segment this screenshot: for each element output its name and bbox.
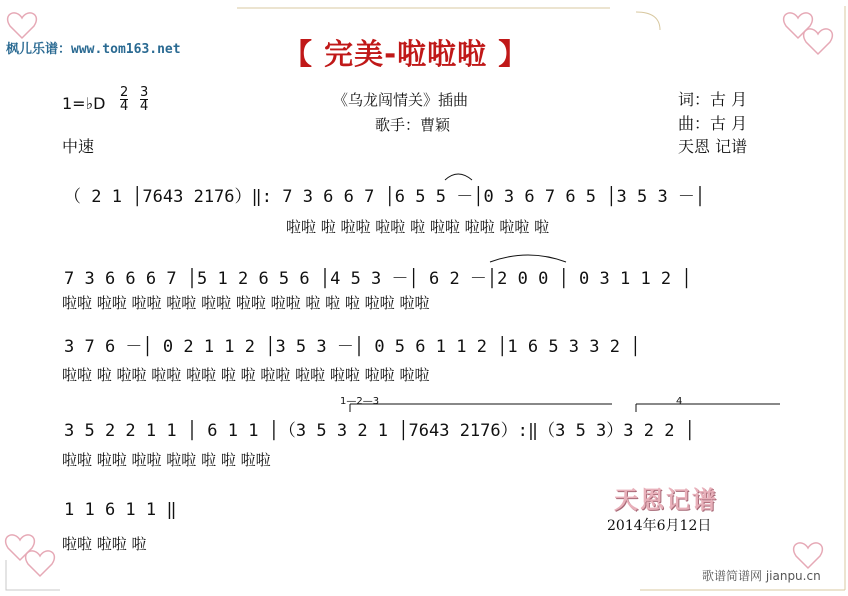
key-signature: 1=♭D xyxy=(62,94,106,113)
lyrics-row-2: 啦啦 啦啦 啦啦 啦啦 啦啦 啦啦 啦啦 啦 啦 啦 啦啦 啦啦 xyxy=(62,294,430,312)
notation-row-5: 1 1 6 1 1 ‖ xyxy=(64,500,177,520)
volta-bracket-1: 1—2—3 xyxy=(340,396,380,407)
time-signature-2: 3 4 xyxy=(140,85,149,114)
lyrics-row-5: 啦啦 啦啦 啦 xyxy=(62,535,147,553)
slur-mark xyxy=(490,255,566,262)
lyrics-row-1: 啦啦 啦 啦啦 啦啦 啦 啦啦 啦啦 啦啦 啦 xyxy=(286,218,550,236)
notation-row-3: 3 7 6 －│ 0 2 1 1 2 │3 5 3 －│ 0 5 6 1 1 2 │1 6 5 3 3 2 │ xyxy=(64,337,641,357)
transcriber-credit: 天恩 记谱 xyxy=(678,137,748,156)
notation-row-1: （ 2 1 │7643 2176）‖: 7 3 6 6 7 │6 5 5 －│0 3 6 7 6 5 │3 5 3 －│ xyxy=(64,187,706,207)
tempo-marking: 中速 xyxy=(62,137,95,156)
transcription-date: 2014年6月12日 xyxy=(607,518,712,534)
notation-row-4: 3 5 2 2 1 1 │ 6 1 1 │（3 5 3 2 1 │7643 2176）:‖（3 5 3）3 2 2 │ xyxy=(64,421,695,441)
song-title: 【 完美-啦啦啦 】 xyxy=(283,37,529,71)
source-credit: 《乌龙闯情关》插曲 xyxy=(333,91,469,109)
volta-bracket-2: 4 xyxy=(676,396,683,407)
singer-credit: 歌手：曹颖 xyxy=(375,116,451,134)
composer-credit: 曲：古 月 xyxy=(678,114,748,133)
lyricist-credit: 词：古 月 xyxy=(678,90,748,109)
slur-mark xyxy=(445,174,472,180)
transcriber-stamp: 天恩记谱 xyxy=(614,486,718,514)
footer-watermark: 歌谱简谱网 jianpu.cn xyxy=(702,569,821,583)
lyrics-row-4: 啦啦 啦啦 啦啦 啦啦 啦 啦 啦啦 xyxy=(62,451,271,469)
time-signature-1: 2 4 xyxy=(120,85,129,114)
notation-row-2: 7 3 6 6 6 7 │5 1 2 6 5 6 │4 5 3 －│ 6 2 －│2 0 0 │ 0 3 1 1 2 │ xyxy=(64,269,692,289)
site-watermark: 枫儿乐谱：www.tom163.net xyxy=(6,42,181,57)
lyrics-row-3: 啦啦 啦 啦啦 啦啦 啦啦 啦 啦 啦啦 啦啦 啦啦 啦啦 啦啦 xyxy=(62,366,430,384)
